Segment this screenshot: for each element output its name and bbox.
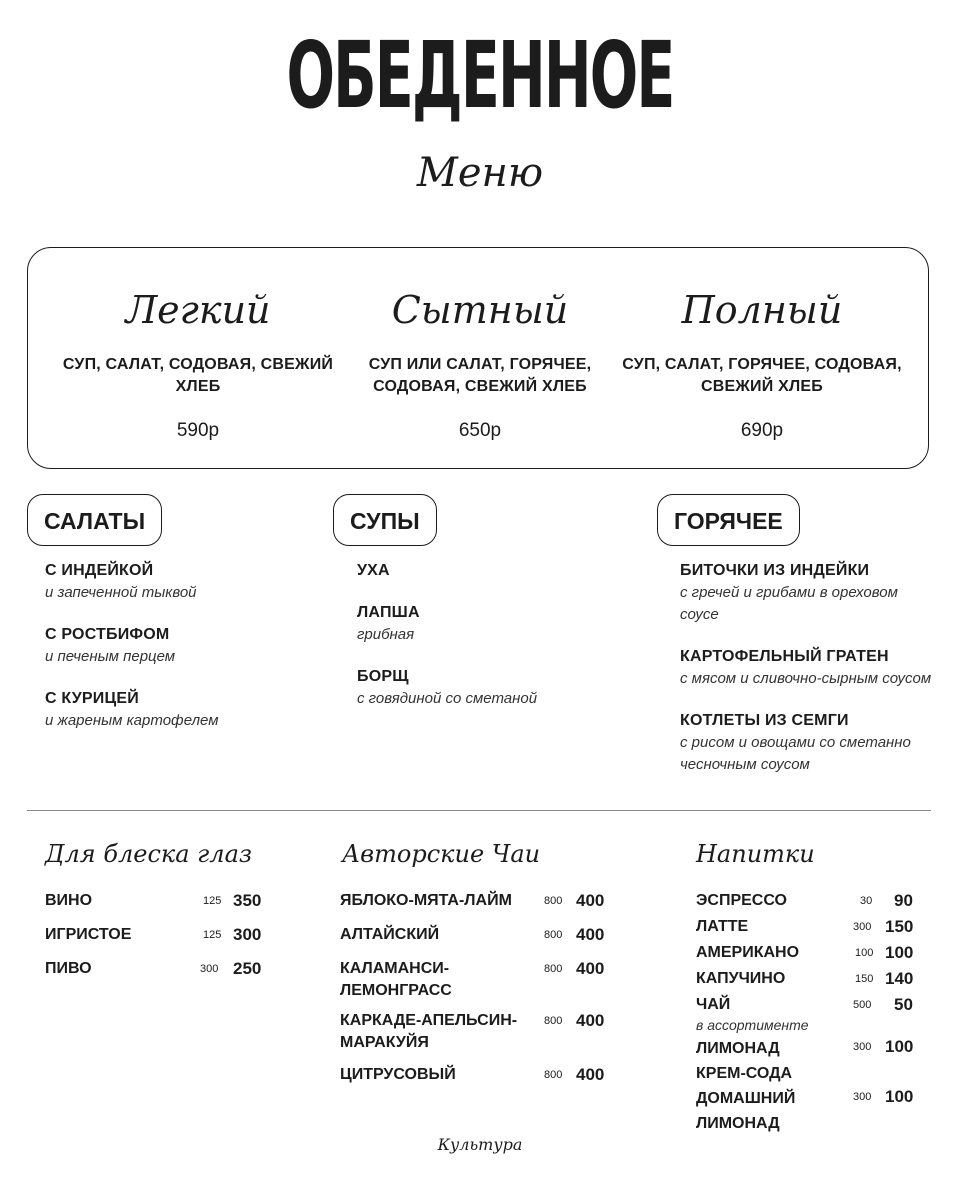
salads-list: [45, 560, 315, 752]
dish-description: с гречей и грибами в ореховом соусе: [680, 584, 898, 623]
list-item: [680, 560, 935, 626]
item-volume: 300: [853, 921, 872, 933]
drinks-list: [696, 890, 926, 1136]
list-item: [696, 1036, 926, 1086]
item-name: КАПУЧИНО: [696, 970, 786, 987]
dish-description: и жареным картофелем: [45, 712, 219, 729]
item-price: 400: [576, 891, 605, 910]
combo-name: Сытный: [391, 288, 569, 332]
list-item: [696, 942, 926, 968]
item-name: ИГРИСТОЕ: [45, 926, 132, 943]
item-name: КАРКАДЕ-АПЕЛЬСИН- МАРАКУЙЯ: [340, 1012, 518, 1051]
item-price: 140: [885, 969, 914, 988]
drinks-heading: Напитки: [696, 840, 815, 868]
list-item: [696, 916, 926, 942]
item-name: КАЛАМАНСИ- ЛЕМОНГРАСС: [340, 960, 452, 999]
item-volume: 150: [855, 973, 874, 985]
list-item: [45, 890, 285, 924]
dish-name: БИТОЧКИ ИЗ ИНДЕЙКИ: [680, 562, 870, 579]
item-volume: 800: [544, 895, 563, 907]
page-title: ОБЕДЕННОЕ: [286, 22, 674, 129]
dish-name: КОТЛЕТЫ ИЗ СЕМГИ: [680, 712, 849, 729]
dish-name: УХА: [357, 562, 390, 579]
combo-description: СУП, САЛАТ, ГОРЯЧЕЕ, СОДОВАЯ, СВЕЖИЙ ХЛЕБ: [622, 356, 902, 395]
list-item: [696, 890, 926, 916]
item-volume: 300: [853, 1091, 872, 1103]
item-price: 100: [885, 943, 914, 962]
item-volume: 100: [855, 947, 874, 959]
item-volume: 300: [853, 1041, 872, 1053]
item-price: 50: [894, 995, 913, 1014]
item-price: 400: [576, 1011, 605, 1030]
dish-name: С КУРИЦЕЙ: [45, 690, 139, 707]
combo-price: 690р: [740, 420, 784, 441]
combo-name: Легкий: [125, 288, 271, 332]
list-item: [696, 994, 926, 1036]
combo-light: [48, 280, 348, 442]
item-name: АЛТАЙСКИЙ: [340, 926, 440, 943]
item-volume: 125: [203, 929, 222, 941]
item-price: 300: [233, 925, 262, 944]
item-note: в ассортименте: [696, 1017, 809, 1033]
list-item: [357, 602, 637, 646]
item-name: ЧАЙ в ассортименте: [696, 996, 809, 1033]
list-item: [357, 560, 637, 582]
list-item: [680, 710, 935, 776]
dish-description: с мясом и сливочно-сырным соусом: [680, 670, 932, 687]
item-price: 400: [576, 1065, 605, 1084]
list-item: [680, 646, 935, 690]
combo-description: СУП ИЛИ САЛАТ, ГОРЯЧЕЕ, СОДОВАЯ, СВЕЖИЙ ХЛЕБ: [368, 356, 592, 395]
item-volume: 800: [544, 963, 563, 975]
list-item: [696, 1086, 926, 1136]
item-price: 150: [885, 917, 914, 936]
list-item: [357, 666, 637, 710]
dish-name: С ИНДЕЙКОЙ: [45, 562, 154, 579]
item-price: 100: [885, 1037, 914, 1056]
bar-list: [45, 890, 285, 992]
bar-heading: Для блеска глаз: [45, 840, 252, 868]
section-divider: [27, 810, 931, 811]
combo-price: 590р: [176, 420, 220, 441]
dish-description: с рисом и овощами со сметанно чесночным соусом: [680, 734, 911, 773]
list-item: [340, 958, 620, 1010]
item-name: АМЕРИКАНО: [696, 944, 800, 961]
teas-heading: Авторские Чаи: [342, 840, 541, 868]
soups-heading: СУПЫ: [333, 494, 437, 546]
brand-logo: Культура: [437, 1135, 523, 1154]
item-name: ЛИМОНАД КРЕМ-СОДА: [696, 1040, 793, 1082]
item-price: 100: [885, 1087, 914, 1106]
item-volume: 500: [853, 999, 872, 1011]
item-volume: 800: [544, 1069, 563, 1081]
hot-heading: ГОРЯЧЕЕ: [657, 494, 800, 546]
list-item: [45, 688, 315, 732]
dish-description: грибная: [357, 626, 415, 643]
dish-description: и печеным перцем: [45, 648, 176, 665]
dish-description: с говядиной со сметаной: [357, 690, 538, 707]
page-subtitle: Меню: [416, 150, 544, 196]
list-item: [340, 1010, 620, 1064]
hot-list: [680, 560, 935, 796]
item-name: ПИВО: [45, 960, 92, 977]
item-name: ЛАТТЕ: [696, 918, 749, 935]
combo-hearty: [330, 280, 630, 442]
teas-list: [340, 890, 620, 1098]
combo-full: [612, 280, 912, 442]
item-price: 90: [894, 891, 913, 910]
item-name: ЯБЛОКО-МЯТА-ЛАЙМ: [340, 892, 512, 909]
item-price: 400: [576, 925, 605, 944]
list-item: [340, 924, 620, 958]
combo-name: Полный: [681, 288, 843, 332]
item-volume: 30: [860, 895, 873, 907]
list-item: [45, 624, 315, 668]
item-price: 350: [233, 891, 262, 910]
dish-name: БОРЩ: [357, 668, 409, 685]
item-price: 400: [576, 959, 605, 978]
dish-description: и запеченной тыквой: [45, 584, 197, 601]
item-name: ВИНО: [45, 892, 93, 909]
item-volume: 800: [544, 1015, 563, 1027]
list-item: [340, 1064, 620, 1098]
item-price: 250: [233, 959, 262, 978]
list-item: [45, 924, 285, 958]
item-volume: 800: [544, 929, 563, 941]
list-item: [696, 968, 926, 994]
combo-price: 650р: [458, 420, 502, 441]
dish-name: КАРТОФЕЛЬНЫЙ ГРАТЕН: [680, 648, 889, 665]
combo-description: СУП, САЛАТ, СОДОВАЯ, СВЕЖИЙ ХЛЕБ: [62, 356, 334, 395]
item-volume: 125: [203, 895, 222, 907]
item-name: ДОМАШНИЙ ЛИМОНАД: [696, 1090, 796, 1132]
item-volume: 300: [200, 963, 219, 975]
soups-list: [357, 560, 637, 730]
list-item: [45, 560, 315, 604]
dish-name: С РОСТБИФОМ: [45, 626, 170, 643]
dish-name: ЛАПША: [357, 604, 420, 621]
item-name: ЭСПРЕССО: [696, 892, 787, 909]
list-item: [340, 890, 620, 924]
item-name: ЦИТРУСОВЫЙ: [340, 1066, 456, 1083]
salads-heading: САЛАТЫ: [27, 494, 162, 546]
list-item: [45, 958, 285, 992]
